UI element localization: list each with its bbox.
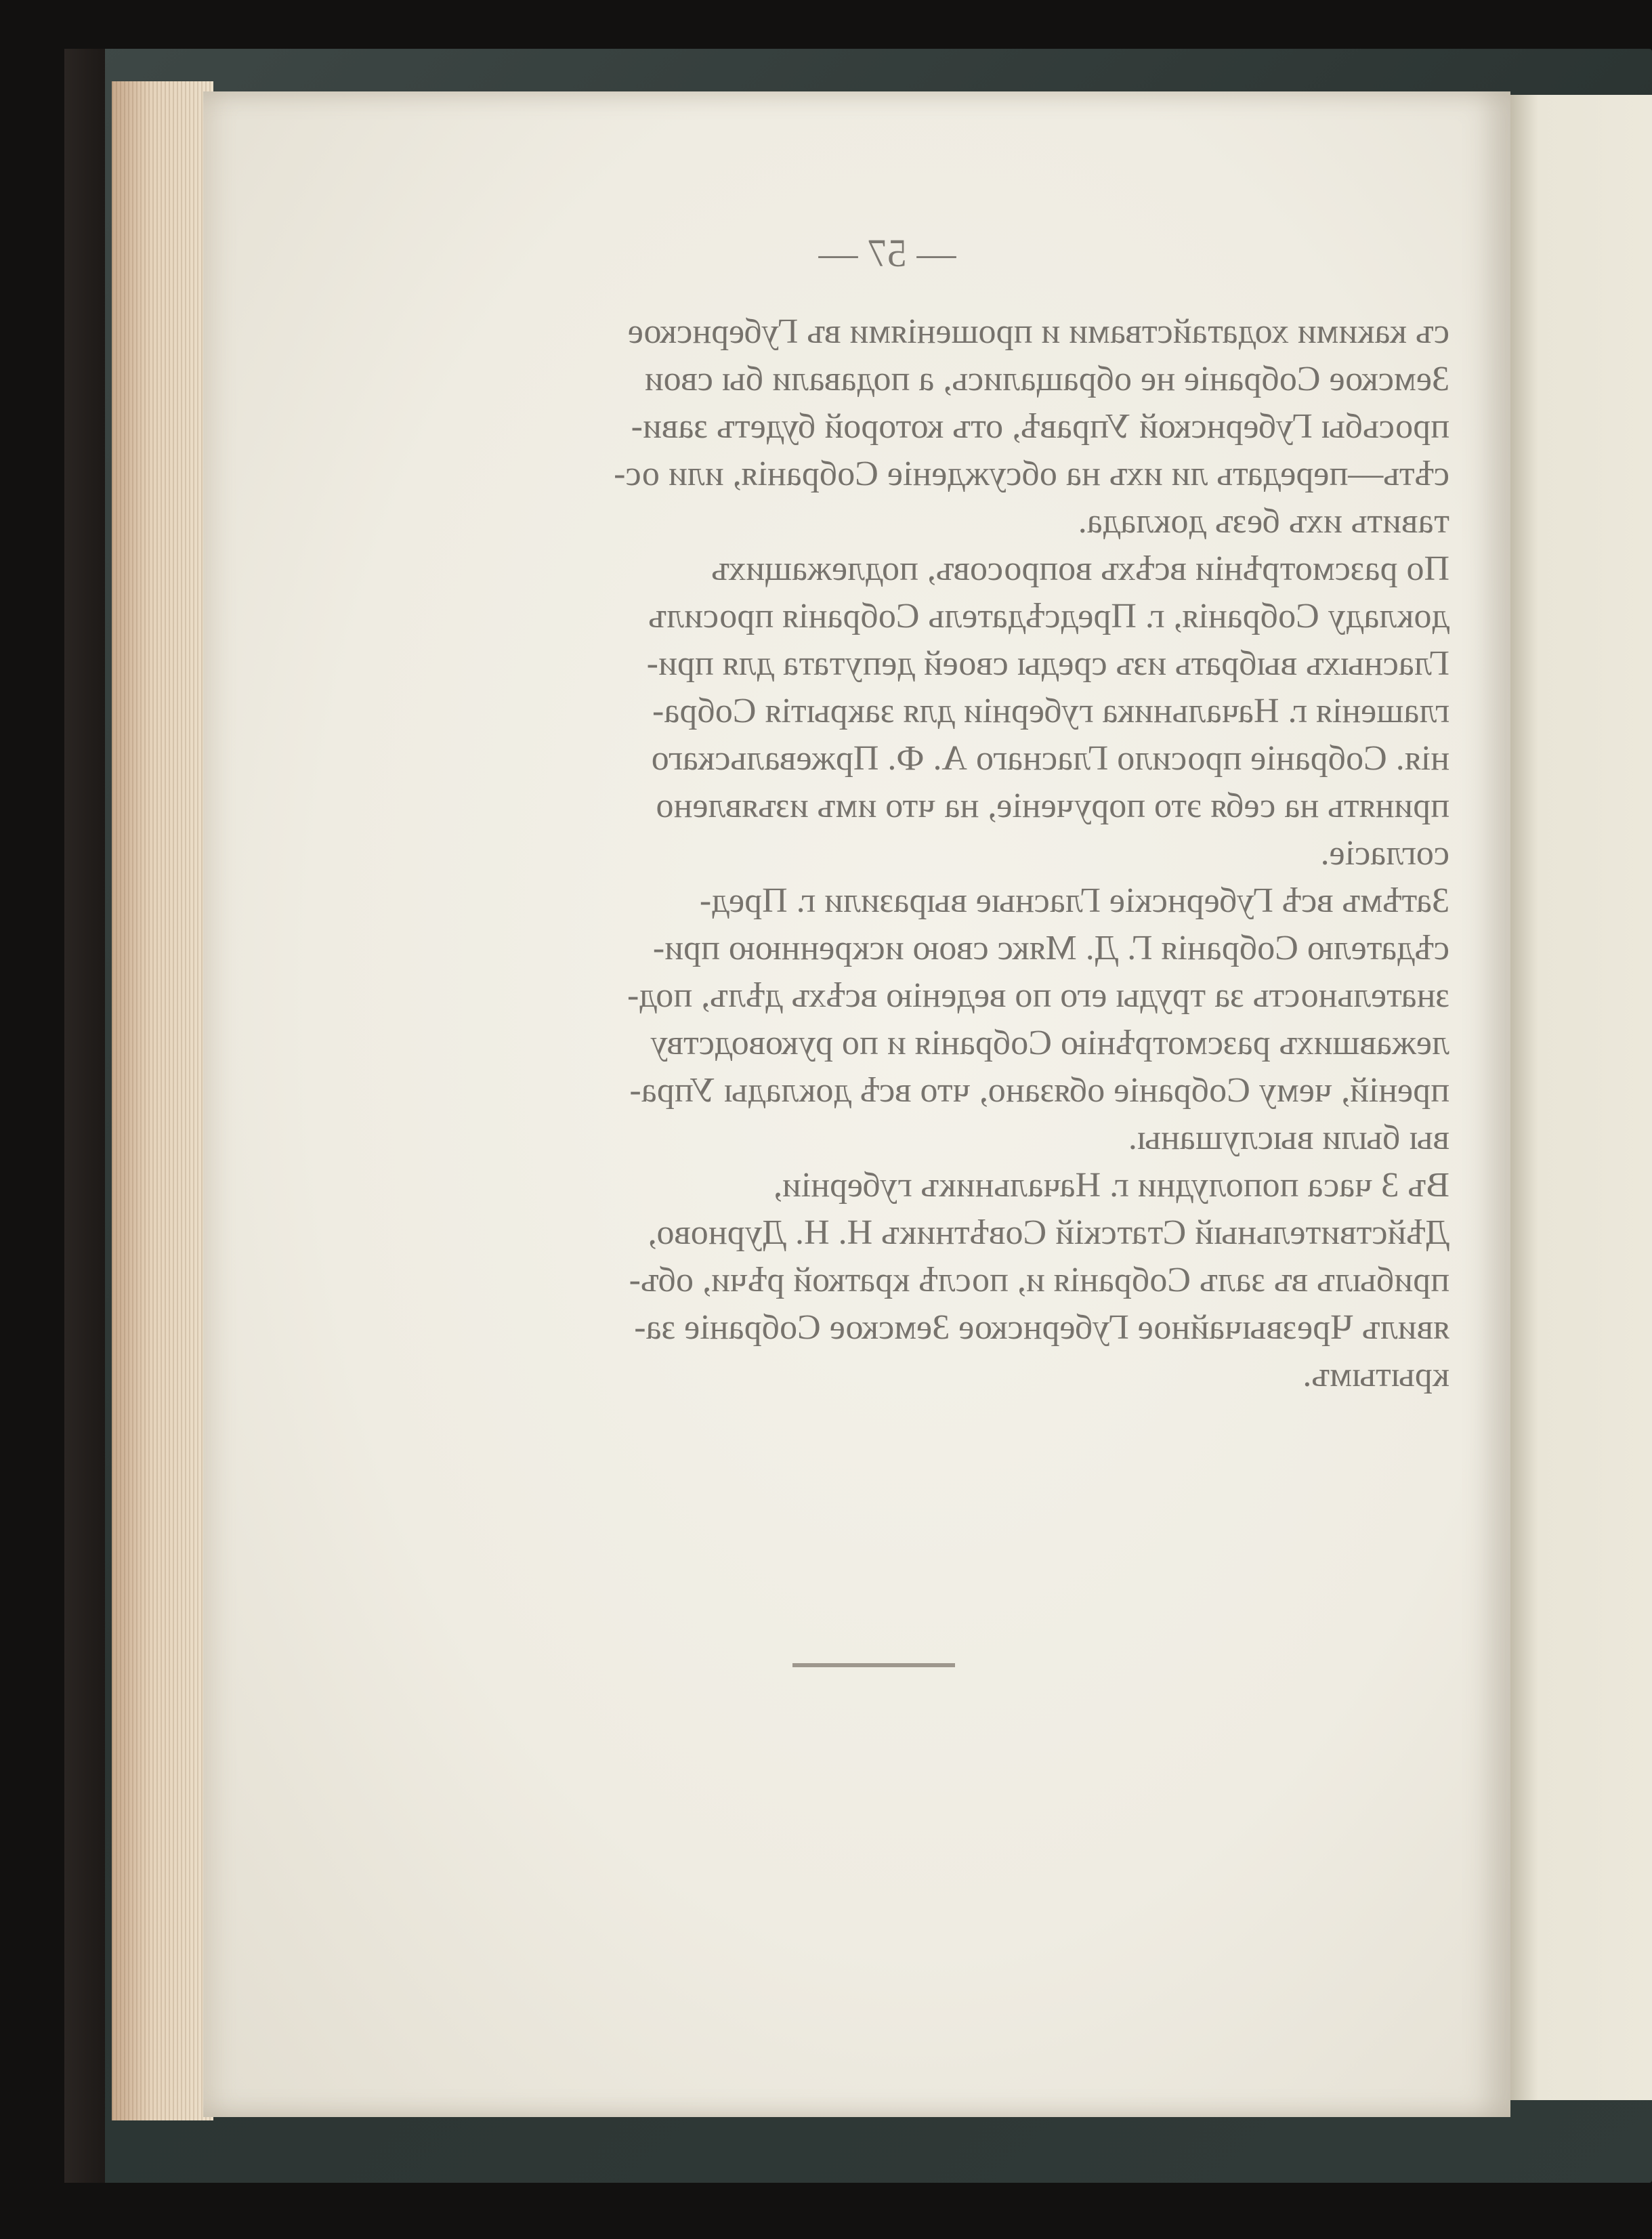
- text-line: тавить ихъ безъ доклада.: [1078, 502, 1449, 541]
- book-spine: [64, 49, 105, 2183]
- text-line: нія. Собраніе просило Гласнаго А. Ф. Пржевальскаго: [651, 739, 1449, 778]
- text-line: съ какими ходатайствами и прошеніями въ Губернское: [627, 312, 1449, 351]
- text-line: принять на себя это порученіе, на что имъ изъявлено: [656, 787, 1449, 825]
- text-line: просьбы Губернской Управѣ, отъ которой будетъ зави-: [631, 407, 1449, 446]
- text-line: Дѣйствительный Статскій Совѣтникъ Н. Н. Дурново,: [648, 1213, 1449, 1252]
- text-line: Гласныхъ выбрать изъ среды своей депутата для при-: [646, 644, 1449, 683]
- page-text-block: [359, 308, 1449, 1399]
- text-line: Въ 3 часа пополудни г. Начальникъ губерніи,: [773, 1166, 1449, 1205]
- text-line: согласіе.: [1320, 834, 1449, 873]
- text-line: сѣдателю Собранія Г. Д. Мякс свою искреннюю при-: [652, 929, 1449, 967]
- page-number: — 57 —: [818, 231, 956, 275]
- text-line: крытымъ.: [1302, 1356, 1449, 1394]
- end-rule: [792, 1663, 955, 1667]
- text-line: прибылъ въ залъ Собранія и, послѣ краткой рѣчи, объ-: [629, 1261, 1449, 1299]
- text-line: вы были выслушаны.: [1128, 1118, 1449, 1157]
- facing-page-edge: [1500, 95, 1652, 2100]
- text-line: явилъ Чрезвычайное Губернское Земское Собраніе за-: [634, 1308, 1449, 1347]
- text-line: По разсмотрѣніи всѣхъ вопросовъ, подлежащихъ: [711, 549, 1449, 588]
- text-line: глашенія г. Начальника губерніи для закрытія Собра-: [652, 692, 1449, 730]
- page-block-edges: [112, 81, 213, 2120]
- text-line: сѣть—передать ли ихъ на обсужденіе Собранія, или ос-: [614, 455, 1449, 493]
- text-line: докладу Собранія, г. Предсѣдатель Собранія просилъ: [648, 597, 1449, 635]
- text-line: Земское Собраніе не обращались, а подавали бы свои: [644, 360, 1449, 398]
- text-line: лежавшихъ разсмотрѣнію Собранія и по руководству: [650, 1024, 1449, 1062]
- text-line: Затѣмъ всѣ Губернскіе Гласные выразили г. Пред-: [699, 881, 1449, 920]
- text-line: преній, чему Собраніе обязано, что всѣ доклады Упра-: [629, 1071, 1449, 1110]
- text-line: знательность за труды его по веденію всѣхъ дѣлъ, под-: [627, 976, 1449, 1015]
